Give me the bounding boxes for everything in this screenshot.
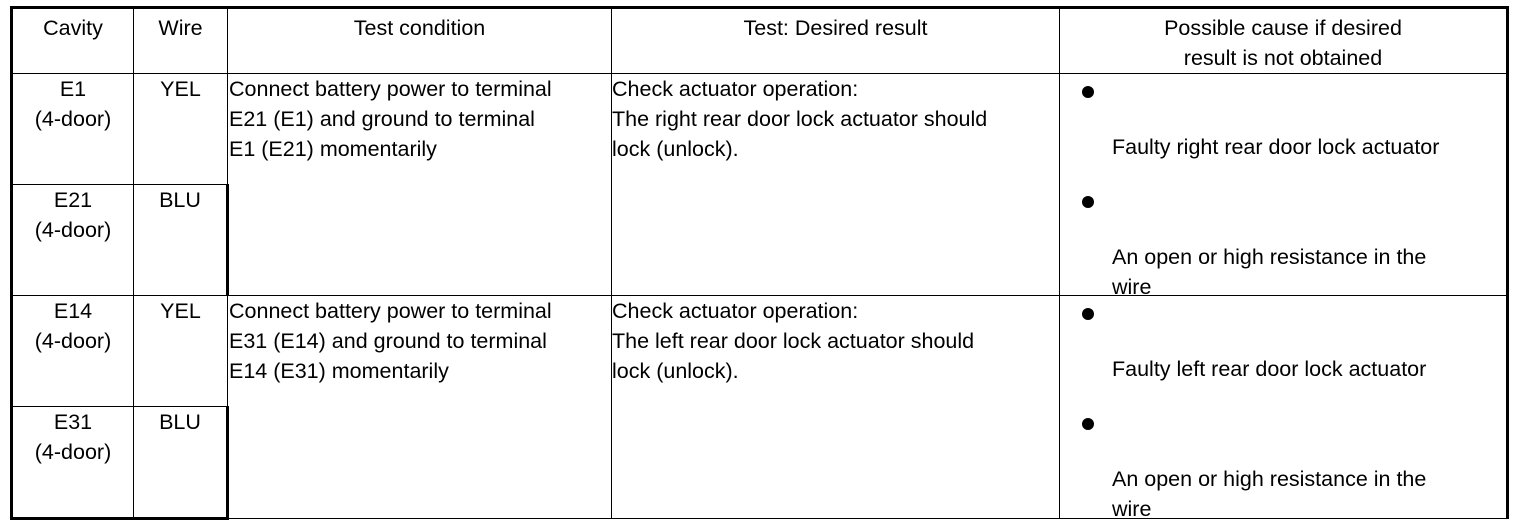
table-row <box>12 296 1508 407</box>
header-possible-cause: Possible cause if desired result is not obtained <box>1060 8 1508 74</box>
header-cavity: Cavity <box>12 8 134 74</box>
cavity-cell: E1 (4-door) <box>12 74 134 185</box>
wire-cell: YEL <box>134 74 228 185</box>
list-item: Faulty right rear door lock actuator <box>1060 74 1506 184</box>
test-condition-cell: Connect battery power to terminal E21 (E1) and ground to terminal E1 (E21) momentarily <box>228 74 612 296</box>
cavity-cell: E31 (4-door) <box>12 407 134 519</box>
bullet-icon <box>1082 196 1094 208</box>
header-wire: Wire <box>134 8 228 74</box>
header-test-condition: Test condition <box>228 8 612 74</box>
cavity-cell: E21 (4-door) <box>12 185 134 296</box>
table-row <box>12 74 1508 185</box>
desired-result-cell: Check actuator operation: The left rear door lock actuator should lock (unlock). <box>612 296 1060 519</box>
possible-cause-cell <box>1060 296 1508 519</box>
header-desired-result: Test: Desired result <box>612 8 1060 74</box>
diagnostic-table <box>10 6 1509 520</box>
cavity-cell: E14 (4-door) <box>12 296 134 407</box>
list-item: An open or high resistance in the wire <box>1060 406 1506 516</box>
bullet-icon <box>1082 418 1094 430</box>
wire-cell: BLU <box>134 185 228 296</box>
bullet-icon <box>1082 86 1094 98</box>
wire-cell: BLU <box>134 407 228 519</box>
list-item: An open or high resistance in the wire <box>1060 184 1506 294</box>
wire-cell: YEL <box>134 296 228 407</box>
desired-result-cell: Check actuator operation: The right rear door lock actuator should lock (unlock). <box>612 74 1060 296</box>
header-row <box>12 8 1508 74</box>
cause-list <box>1060 296 1506 519</box>
cause-list <box>1060 74 1506 294</box>
bullet-icon <box>1082 308 1094 320</box>
possible-cause-cell <box>1060 74 1508 296</box>
test-condition-cell: Connect battery power to terminal E31 (E14) and ground to terminal E14 (E31) momentarily <box>228 296 612 519</box>
list-item: Faulty left rear door lock actuator <box>1060 296 1506 406</box>
